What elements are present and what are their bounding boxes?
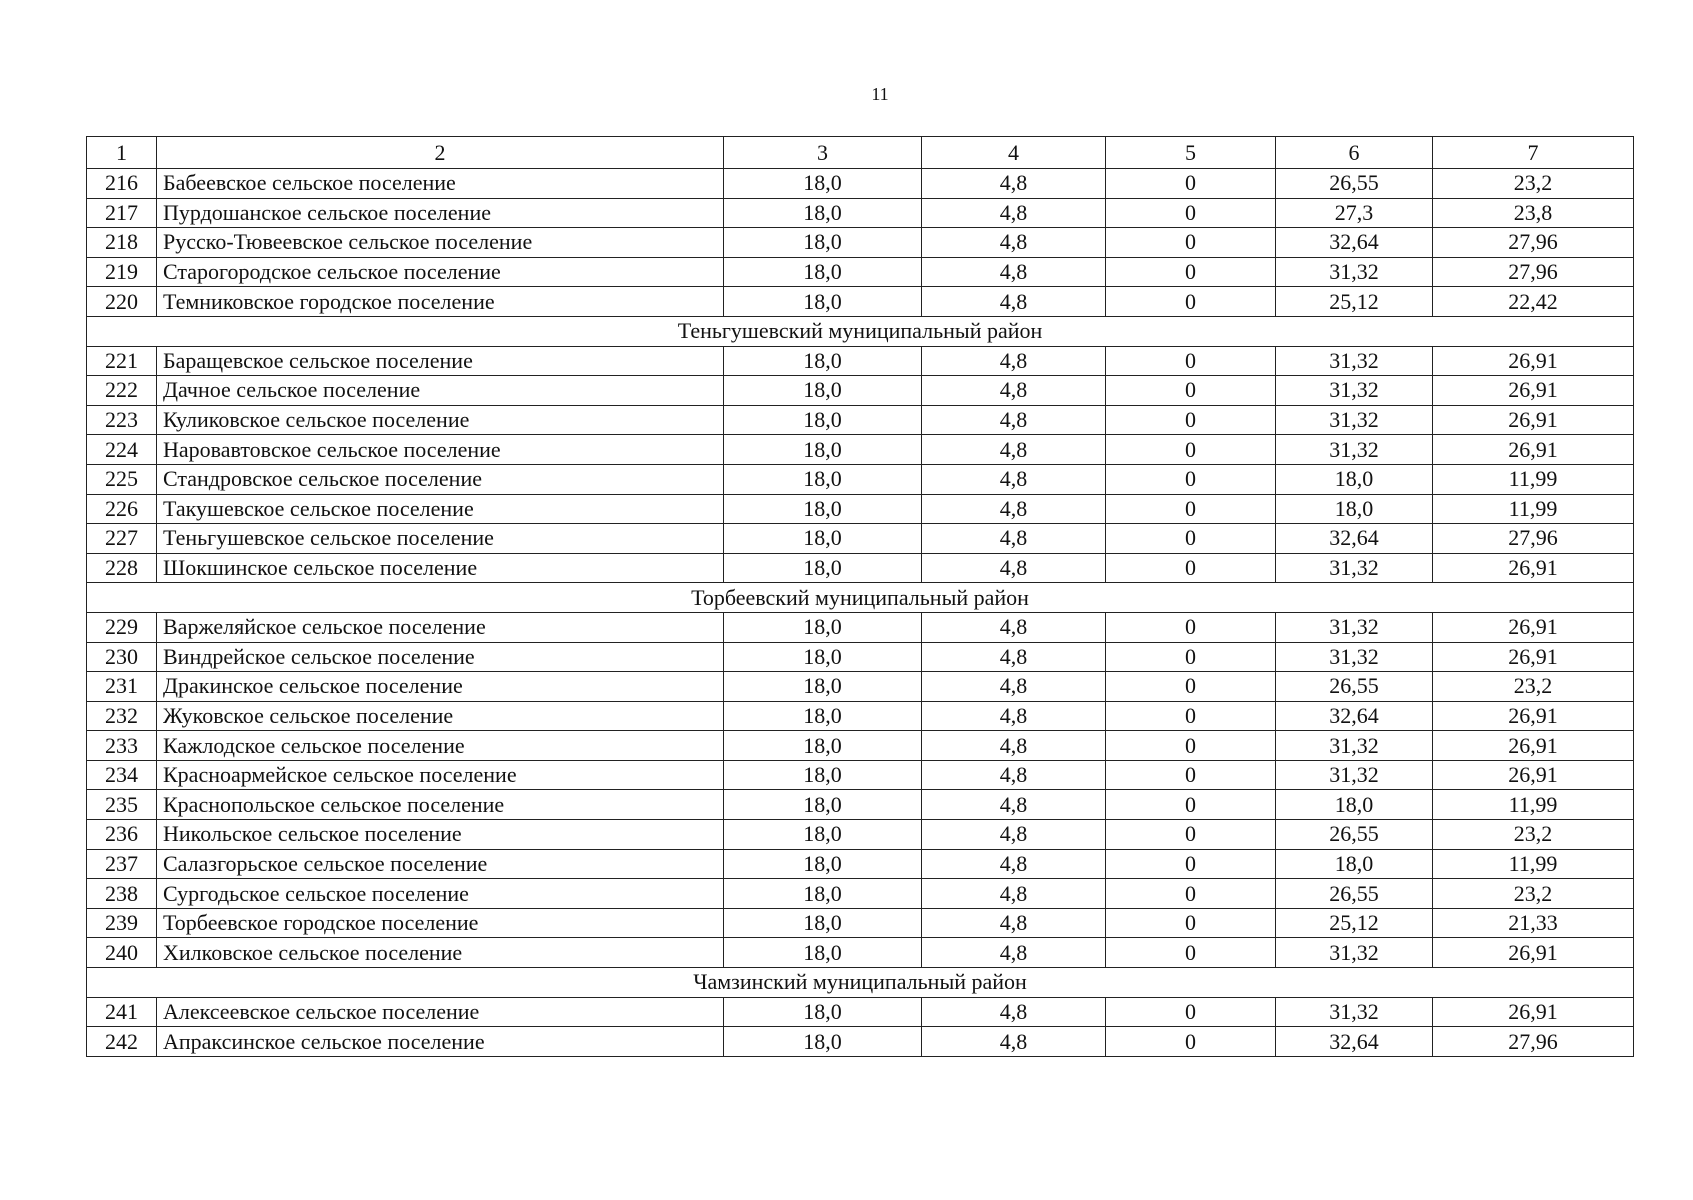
table-row — [87, 820, 1634, 850]
col5-cell: 0 — [1106, 169, 1276, 199]
table-row — [87, 464, 1634, 494]
col7-cell: 26,91 — [1433, 760, 1634, 790]
col7-cell: 23,2 — [1433, 672, 1634, 702]
settlement-name-cell: Стандровское сельское поселение — [157, 464, 724, 494]
col4-cell: 4,8 — [922, 672, 1106, 702]
col5-cell: 0 — [1106, 1027, 1276, 1057]
row-number-cell: 228 — [87, 553, 157, 583]
row-number-cell: 237 — [87, 849, 157, 879]
header-cell: 1 — [87, 137, 157, 169]
page-number: 11 — [871, 84, 889, 104]
district-label: Торбеевский муниципальный район — [87, 583, 1634, 613]
district-label: Чамзинский муниципальный район — [87, 968, 1634, 998]
row-number-cell: 230 — [87, 642, 157, 672]
row-number-cell: 239 — [87, 908, 157, 938]
header-cell: 2 — [157, 137, 724, 169]
district-header-row — [87, 968, 1634, 998]
col5-cell: 0 — [1106, 820, 1276, 850]
col5-cell: 0 — [1106, 731, 1276, 761]
col7-cell: 22,42 — [1433, 287, 1634, 317]
settlement-name-cell: Апраксинское сельское поселение — [157, 1027, 724, 1057]
table-row — [87, 228, 1634, 258]
col3-cell: 18,0 — [724, 642, 922, 672]
col4-cell: 4,8 — [922, 464, 1106, 494]
col3-cell: 18,0 — [724, 228, 922, 258]
header-row — [87, 137, 1634, 169]
col7-cell: 23,2 — [1433, 879, 1634, 909]
row-number-cell: 241 — [87, 997, 157, 1027]
table-row — [87, 524, 1634, 554]
col7-cell: 27,96 — [1433, 228, 1634, 258]
col7-cell: 27,96 — [1433, 257, 1634, 287]
settlement-name-cell: Кажлодское сельское поселение — [157, 731, 724, 761]
col5-cell: 0 — [1106, 908, 1276, 938]
col6-cell: 32,64 — [1276, 228, 1433, 258]
header-cell: 6 — [1276, 137, 1433, 169]
row-number-cell: 222 — [87, 376, 157, 406]
col7-cell: 11,99 — [1433, 790, 1634, 820]
settlement-name-cell: Варжеляйское сельское поселение — [157, 612, 724, 642]
col6-cell: 25,12 — [1276, 287, 1433, 317]
col6-cell: 18,0 — [1276, 464, 1433, 494]
settlement-name-cell: Русско-Тювеевское сельское поселение — [157, 228, 724, 258]
header-cell: 5 — [1106, 137, 1276, 169]
col4-cell: 4,8 — [922, 908, 1106, 938]
row-number-cell: 224 — [87, 435, 157, 465]
settlement-name-cell: Никольское сельское поселение — [157, 820, 724, 850]
col6-cell: 32,64 — [1276, 524, 1433, 554]
col4-cell: 4,8 — [922, 849, 1106, 879]
settlement-name-cell: Теньгушевское сельское поселение — [157, 524, 724, 554]
col4-cell: 4,8 — [922, 820, 1106, 850]
settlement-name-cell: Торбеевское городское поселение — [157, 908, 724, 938]
col3-cell: 18,0 — [724, 731, 922, 761]
col4-cell: 4,8 — [922, 553, 1106, 583]
table-row — [87, 672, 1634, 702]
col6-cell: 26,55 — [1276, 879, 1433, 909]
col4-cell: 4,8 — [922, 642, 1106, 672]
col4-cell: 4,8 — [922, 879, 1106, 909]
row-number-cell: 234 — [87, 760, 157, 790]
settlement-name-cell: Алексеевское сельское поселение — [157, 997, 724, 1027]
row-number-cell: 226 — [87, 494, 157, 524]
header-cell: 7 — [1433, 137, 1634, 169]
col5-cell: 0 — [1106, 228, 1276, 258]
col4-cell: 4,8 — [922, 435, 1106, 465]
table-row — [87, 731, 1634, 761]
col4-cell: 4,8 — [922, 287, 1106, 317]
col6-cell: 32,64 — [1276, 701, 1433, 731]
col7-cell: 26,91 — [1433, 346, 1634, 376]
col7-cell: 21,33 — [1433, 908, 1634, 938]
col5-cell: 0 — [1106, 879, 1276, 909]
col7-cell: 26,91 — [1433, 376, 1634, 406]
col3-cell: 18,0 — [724, 760, 922, 790]
table-row — [87, 435, 1634, 465]
col3-cell: 18,0 — [724, 494, 922, 524]
col3-cell: 18,0 — [724, 672, 922, 702]
table-row — [87, 612, 1634, 642]
row-number-cell: 225 — [87, 464, 157, 494]
col6-cell: 26,55 — [1276, 820, 1433, 850]
col5-cell: 0 — [1106, 790, 1276, 820]
settlement-name-cell: Такушевское сельское поселение — [157, 494, 724, 524]
col7-cell: 23,2 — [1433, 820, 1634, 850]
col7-cell: 26,91 — [1433, 938, 1634, 968]
col6-cell: 31,32 — [1276, 938, 1433, 968]
settlement-name-cell: Шокшинское сельское поселение — [157, 553, 724, 583]
col6-cell: 18,0 — [1276, 494, 1433, 524]
col5-cell: 0 — [1106, 405, 1276, 435]
col5-cell: 0 — [1106, 524, 1276, 554]
table-row — [87, 701, 1634, 731]
col6-cell: 31,32 — [1276, 760, 1433, 790]
col4-cell: 4,8 — [922, 169, 1106, 199]
row-number-cell: 229 — [87, 612, 157, 642]
settlement-name-cell: Дракинское сельское поселение — [157, 672, 724, 702]
col4-cell: 4,8 — [922, 938, 1106, 968]
col6-cell: 31,32 — [1276, 997, 1433, 1027]
col4-cell: 4,8 — [922, 376, 1106, 406]
col4-cell: 4,8 — [922, 760, 1106, 790]
col7-cell: 26,91 — [1433, 701, 1634, 731]
row-number-cell: 232 — [87, 701, 157, 731]
row-number-cell: 231 — [87, 672, 157, 702]
table-row — [87, 938, 1634, 968]
col3-cell: 18,0 — [724, 849, 922, 879]
col6-cell: 18,0 — [1276, 790, 1433, 820]
table-row — [87, 169, 1634, 199]
col3-cell: 18,0 — [724, 376, 922, 406]
table-row — [87, 790, 1634, 820]
settlement-name-cell: Краснопольское сельское поселение — [157, 790, 724, 820]
col7-cell: 11,99 — [1433, 849, 1634, 879]
col3-cell: 18,0 — [724, 908, 922, 938]
col3-cell: 18,0 — [724, 553, 922, 583]
col3-cell: 18,0 — [724, 287, 922, 317]
col5-cell: 0 — [1106, 464, 1276, 494]
col4-cell: 4,8 — [922, 1027, 1106, 1057]
col4-cell: 4,8 — [922, 257, 1106, 287]
settlement-name-cell: Хилковское сельское поселение — [157, 938, 724, 968]
col6-cell: 31,32 — [1276, 435, 1433, 465]
header-cell: 4 — [922, 137, 1106, 169]
col5-cell: 0 — [1106, 287, 1276, 317]
col4-cell: 4,8 — [922, 731, 1106, 761]
col3-cell: 18,0 — [724, 820, 922, 850]
row-number-cell: 216 — [87, 169, 157, 199]
col5-cell: 0 — [1106, 701, 1276, 731]
settlement-name-cell: Куликовское сельское поселение — [157, 405, 724, 435]
col6-cell: 25,12 — [1276, 908, 1433, 938]
col4-cell: 4,8 — [922, 524, 1106, 554]
col5-cell: 0 — [1106, 672, 1276, 702]
col7-cell: 26,91 — [1433, 997, 1634, 1027]
data-table — [86, 136, 1634, 1057]
table-row — [87, 346, 1634, 376]
col6-cell: 31,32 — [1276, 376, 1433, 406]
col6-cell: 31,32 — [1276, 612, 1433, 642]
col5-cell: 0 — [1106, 997, 1276, 1027]
row-number-cell: 240 — [87, 938, 157, 968]
district-header-row — [87, 316, 1634, 346]
row-number-cell: 235 — [87, 790, 157, 820]
col6-cell: 26,55 — [1276, 672, 1433, 702]
col3-cell: 18,0 — [724, 346, 922, 376]
table-row — [87, 642, 1634, 672]
col5-cell: 0 — [1106, 760, 1276, 790]
col7-cell: 26,91 — [1433, 612, 1634, 642]
row-number-cell: 236 — [87, 820, 157, 850]
settlement-name-cell: Салазгорьское сельское поселение — [157, 849, 724, 879]
table-row — [87, 553, 1634, 583]
col4-cell: 4,8 — [922, 494, 1106, 524]
table-row — [87, 997, 1634, 1027]
row-number-cell: 242 — [87, 1027, 157, 1057]
settlement-name-cell: Баращевское сельское поселение — [157, 346, 724, 376]
col7-cell: 26,91 — [1433, 731, 1634, 761]
col3-cell: 18,0 — [724, 435, 922, 465]
col7-cell: 27,96 — [1433, 1027, 1634, 1057]
table-row — [87, 760, 1634, 790]
col3-cell: 18,0 — [724, 198, 922, 228]
col6-cell: 26,55 — [1276, 169, 1433, 199]
col7-cell: 26,91 — [1433, 435, 1634, 465]
settlement-name-cell: Виндрейское сельское поселение — [157, 642, 724, 672]
col3-cell: 18,0 — [724, 169, 922, 199]
table-row — [87, 405, 1634, 435]
col3-cell: 18,0 — [724, 997, 922, 1027]
col6-cell: 27,3 — [1276, 198, 1433, 228]
table-row — [87, 879, 1634, 909]
col7-cell: 23,8 — [1433, 198, 1634, 228]
col6-cell: 31,32 — [1276, 731, 1433, 761]
row-number-cell: 220 — [87, 287, 157, 317]
settlement-name-cell: Дачное сельское поселение — [157, 376, 724, 406]
col7-cell: 26,91 — [1433, 553, 1634, 583]
col4-cell: 4,8 — [922, 346, 1106, 376]
settlement-name-cell: Бабеевское сельское поселение — [157, 169, 724, 199]
col7-cell: 11,99 — [1433, 494, 1634, 524]
col4-cell: 4,8 — [922, 701, 1106, 731]
settlement-name-cell: Наровавтовское сельское поселение — [157, 435, 724, 465]
col5-cell: 0 — [1106, 346, 1276, 376]
district-header-row — [87, 583, 1634, 613]
col5-cell: 0 — [1106, 494, 1276, 524]
table-row — [87, 1027, 1634, 1057]
col3-cell: 18,0 — [724, 405, 922, 435]
col5-cell: 0 — [1106, 849, 1276, 879]
col6-cell: 31,32 — [1276, 257, 1433, 287]
col4-cell: 4,8 — [922, 790, 1106, 820]
row-number-cell: 219 — [87, 257, 157, 287]
col3-cell: 18,0 — [724, 524, 922, 554]
row-number-cell: 238 — [87, 879, 157, 909]
col6-cell: 18,0 — [1276, 849, 1433, 879]
col7-cell: 27,96 — [1433, 524, 1634, 554]
col6-cell: 31,32 — [1276, 346, 1433, 376]
row-number-cell: 217 — [87, 198, 157, 228]
row-number-cell: 233 — [87, 731, 157, 761]
col3-cell: 18,0 — [724, 879, 922, 909]
header-cell: 3 — [724, 137, 922, 169]
settlement-name-cell: Темниковское городское поселение — [157, 287, 724, 317]
settlement-name-cell: Сургодьское сельское поселение — [157, 879, 724, 909]
col3-cell: 18,0 — [724, 612, 922, 642]
col5-cell: 0 — [1106, 553, 1276, 583]
col4-cell: 4,8 — [922, 405, 1106, 435]
col5-cell: 0 — [1106, 642, 1276, 672]
col7-cell: 26,91 — [1433, 405, 1634, 435]
col5-cell: 0 — [1106, 612, 1276, 642]
district-label: Теньгушевский муниципальный район — [87, 316, 1634, 346]
col6-cell: 31,32 — [1276, 405, 1433, 435]
col3-cell: 18,0 — [724, 464, 922, 494]
table-row — [87, 198, 1634, 228]
col7-cell: 26,91 — [1433, 642, 1634, 672]
col5-cell: 0 — [1106, 198, 1276, 228]
col4-cell: 4,8 — [922, 997, 1106, 1027]
settlement-name-cell: Красноармейское сельское поселение — [157, 760, 724, 790]
table-row — [87, 287, 1634, 317]
col3-cell: 18,0 — [724, 938, 922, 968]
col6-cell: 31,32 — [1276, 642, 1433, 672]
row-number-cell: 218 — [87, 228, 157, 258]
col6-cell: 32,64 — [1276, 1027, 1433, 1057]
col5-cell: 0 — [1106, 376, 1276, 406]
col7-cell: 11,99 — [1433, 464, 1634, 494]
table-row — [87, 849, 1634, 879]
row-number-cell: 221 — [87, 346, 157, 376]
row-number-cell: 227 — [87, 524, 157, 554]
col4-cell: 4,8 — [922, 198, 1106, 228]
table-row — [87, 376, 1634, 406]
row-number-cell: 223 — [87, 405, 157, 435]
settlement-name-cell: Пурдошанское сельское поселение — [157, 198, 724, 228]
settlement-name-cell: Жуковское сельское поселение — [157, 701, 724, 731]
col3-cell: 18,0 — [724, 790, 922, 820]
settlement-name-cell: Старогородское сельское поселение — [157, 257, 724, 287]
col4-cell: 4,8 — [922, 612, 1106, 642]
col4-cell: 4,8 — [922, 228, 1106, 258]
col7-cell: 23,2 — [1433, 169, 1634, 199]
col5-cell: 0 — [1106, 938, 1276, 968]
col5-cell: 0 — [1106, 257, 1276, 287]
col3-cell: 18,0 — [724, 257, 922, 287]
col3-cell: 18,0 — [724, 1027, 922, 1057]
col6-cell: 31,32 — [1276, 553, 1433, 583]
col3-cell: 18,0 — [724, 701, 922, 731]
table-row — [87, 494, 1634, 524]
table-row — [87, 908, 1634, 938]
col5-cell: 0 — [1106, 435, 1276, 465]
table-row — [87, 257, 1634, 287]
